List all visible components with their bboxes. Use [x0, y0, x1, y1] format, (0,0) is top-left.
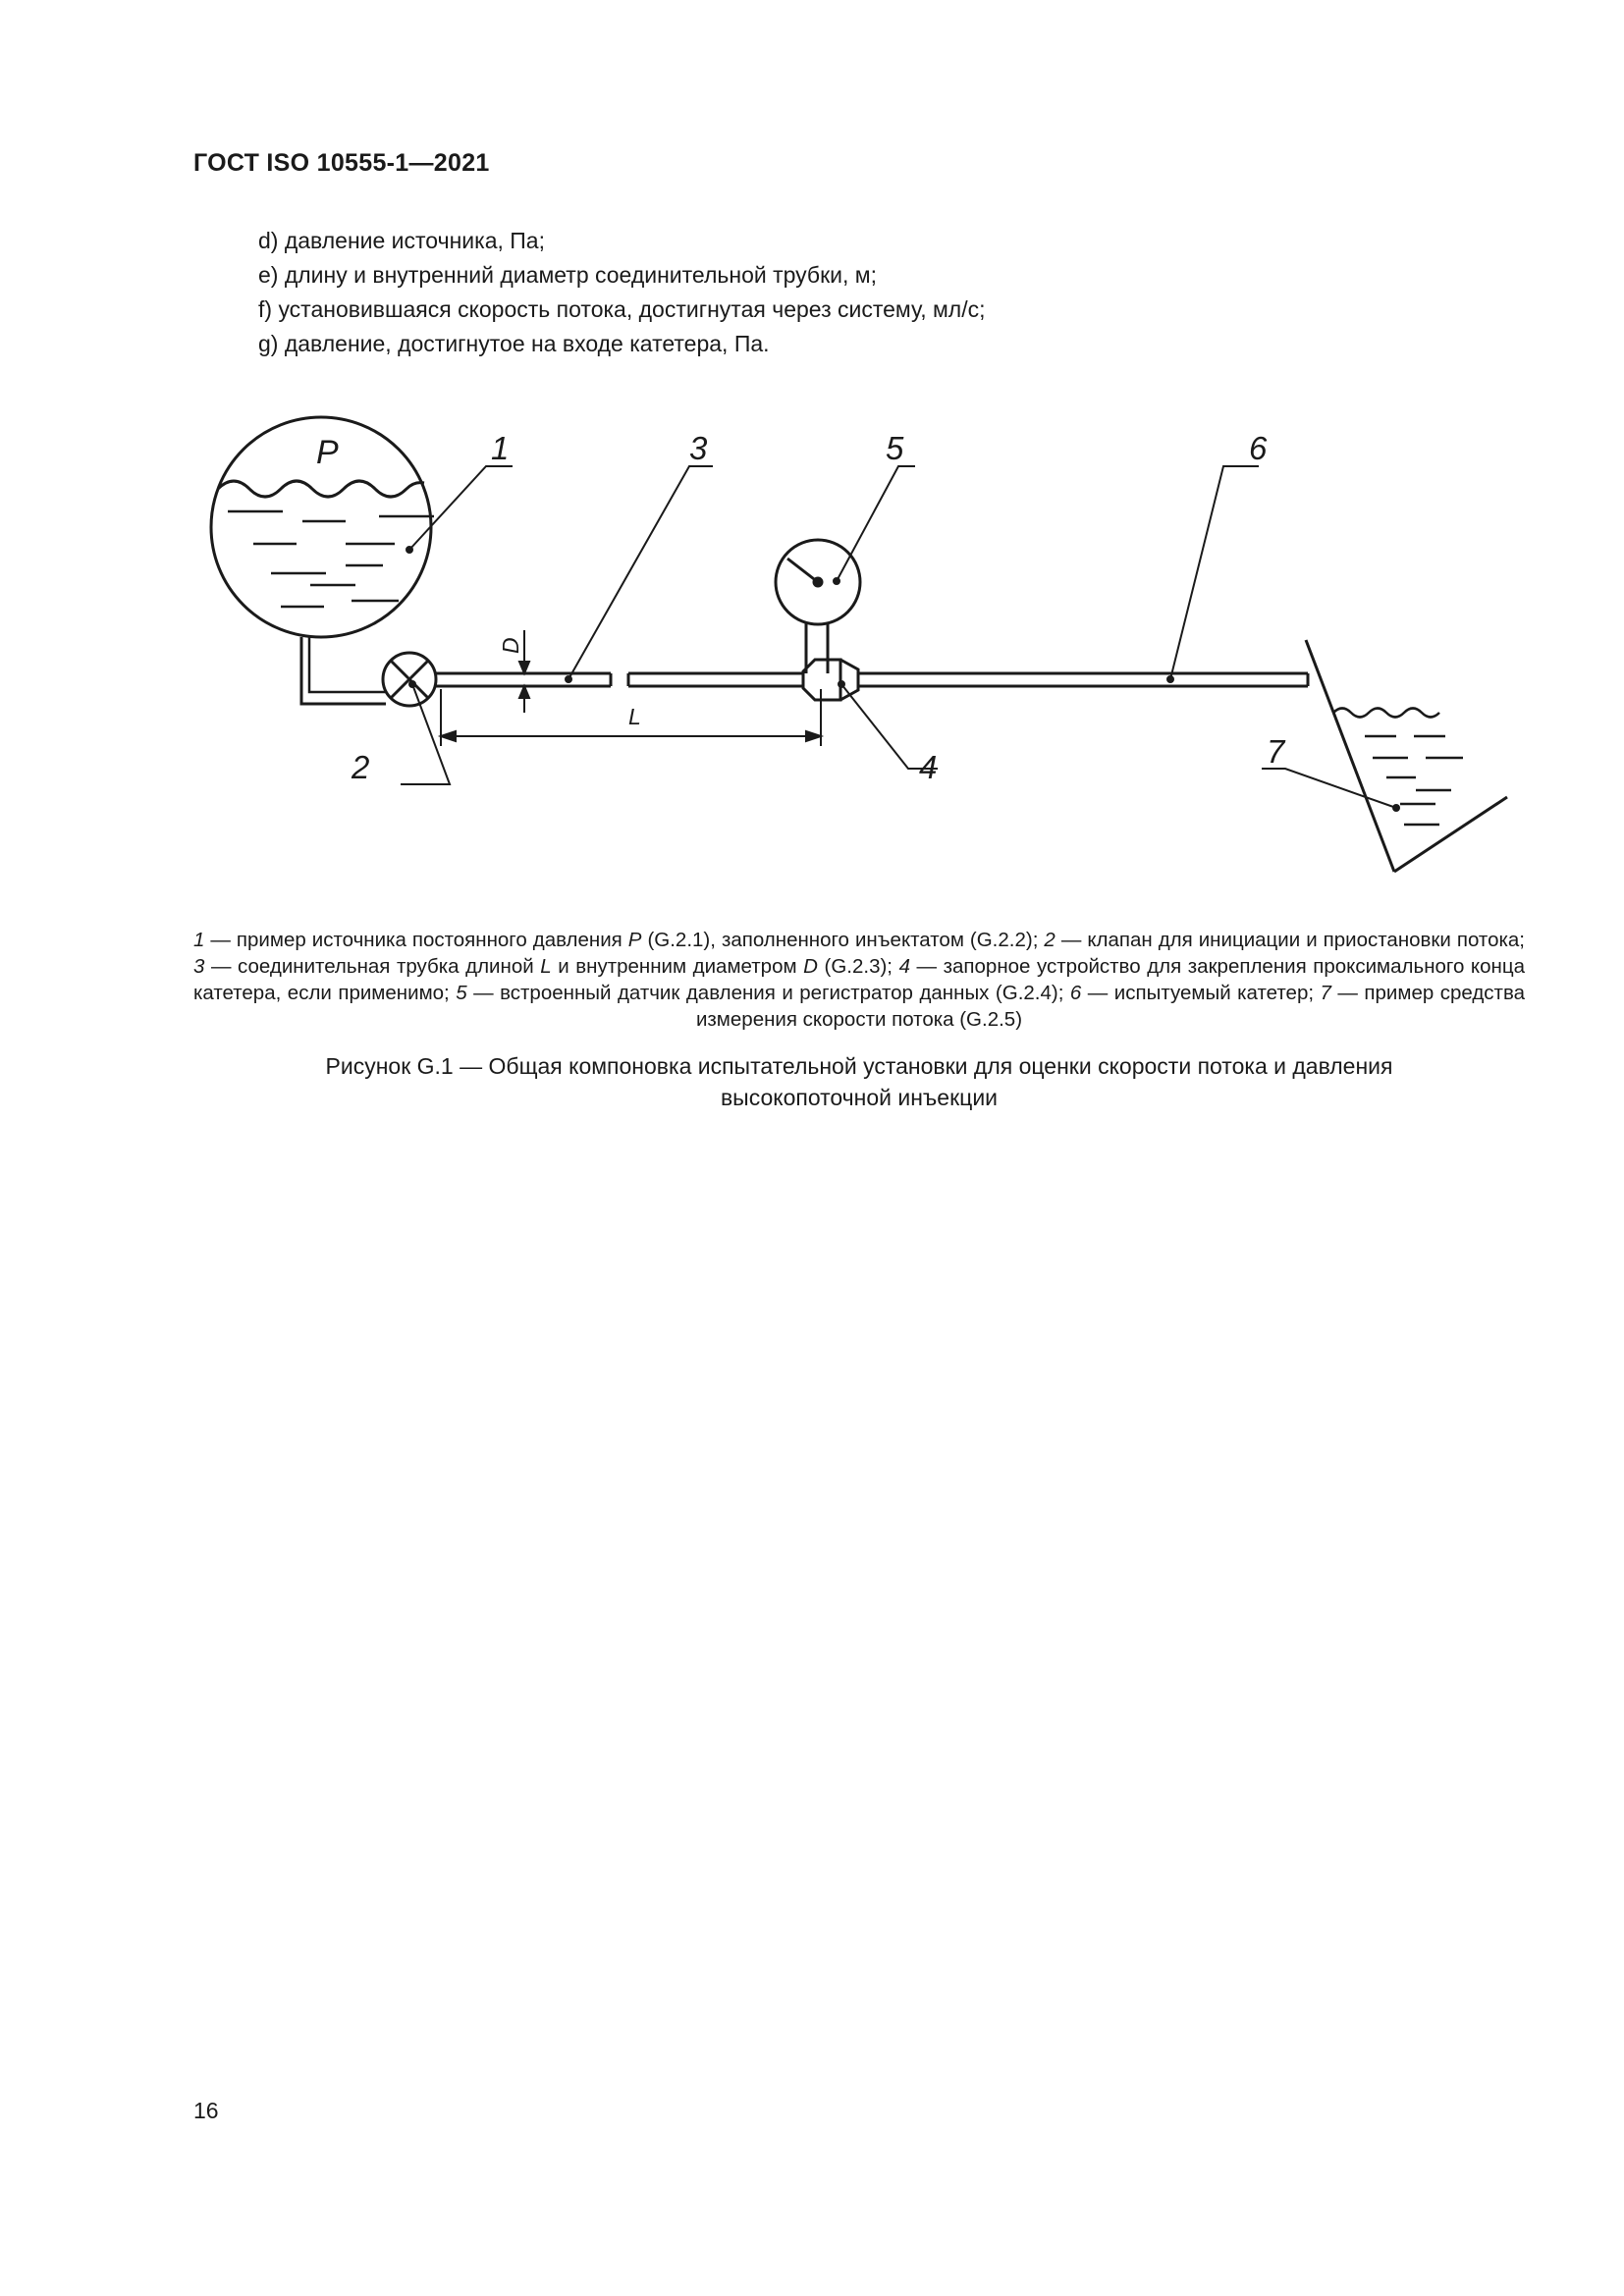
list-item: e) длину и внутренний диаметр соединительной трубки, м;	[258, 262, 877, 288]
callout-7: 7	[1267, 733, 1285, 770]
figure-caption-line-2: высокопоточной инъекции	[720, 1085, 999, 1110]
dimension-d-label: D	[498, 637, 523, 654]
figure-legend: 1 — пример источника постоянного давления P (G.2.1), заполненного инъектатом (G.2.2); 2 — клапан для инициации и приостановки потока; 3 — соединительная трубка длиной L и внутренним диаметром D (G.2.3); 4 — запорное устройство для закрепления проксимального конца катетера, если применимо; 5 — встроенный датчик давления и регистратор данных (G.2.4); 6 — испытуемый катетер; 7 — пример средства измерения скорости потока (G.2.5)	[193, 929, 1526, 1031]
figure-caption	[193, 1050, 1525, 1113]
requirements-list	[258, 224, 985, 361]
list-item: f) установившаяся скорость потока, достигнутая через систему, мл/с;	[258, 296, 986, 322]
callout-3: 3	[689, 430, 708, 466]
document-header: ГОСТ ISO 10555-1—2021	[193, 149, 490, 177]
tank-outlet-pipe	[301, 637, 386, 704]
list-item: g) давление, достигнутое на входе катетера, Па.	[258, 331, 770, 356]
dimension-l-marker	[441, 689, 821, 746]
callout-2: 2	[352, 749, 370, 785]
dimension-l-label: L	[628, 704, 641, 729]
pressure-source-tank	[211, 417, 434, 637]
figure-caption-line-1: Рисунок G.1 — Общая компоновка испытательной установки для оценки скорости потока и давления	[325, 1053, 1393, 1079]
list-item: d) давление источника, Па;	[258, 228, 545, 253]
test-setup-diagram	[187, 412, 1532, 908]
collection-beaker	[1306, 640, 1507, 872]
test-catheter	[858, 673, 1308, 686]
callout-6: 6	[1249, 430, 1268, 466]
connecting-tube	[436, 673, 803, 686]
callout-5: 5	[886, 430, 904, 466]
callout-numbers	[351, 430, 1286, 785]
source-pressure-label: P	[316, 434, 339, 471]
flow-valve	[383, 653, 436, 706]
page-number: 16	[193, 2098, 219, 2123]
callout-4: 4	[919, 749, 938, 785]
callout-1: 1	[491, 430, 510, 466]
dimension-d-marker	[498, 630, 529, 713]
callout-leaders	[401, 466, 1399, 811]
